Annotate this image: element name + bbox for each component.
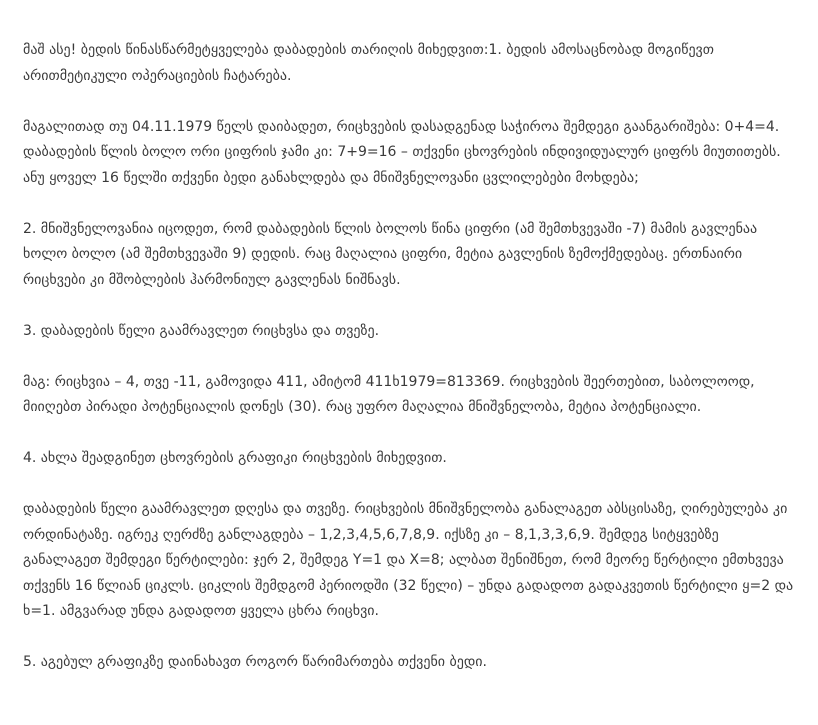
paragraph-graph-instructions: დაბადების წელი გაამრავლეთ დღესა და თვეზე. რიცხვების მნიშვნელობა განალაგეთ აბსცისაზე, ღირებულება კი ორდინატაზე. იგრეკ ღერძზე განლაგდება – 1,2,3,4,5,6,7,8,9. იქსზე კი – 8,1,3,3,6,9. შემდეგ სიტყვებზე განალაგეთ შემდეგი წერტილები: ჯერ 2, შემდეგ Y=1 და X=8; ალბათ შენიშნეთ, რომ მეორე წერტილი ემთხვევა თქვენს 16 წლიან ციკლს. ციკლის შემდგომ პერიოდში (32 წელი) – უნდა გადადოთ გადაკვეთის წერტილი ყ=2 და ხ=1. ამგვარად უნდა გადადოთ ყველა ცხრა რიცხვი. <box>23 501 794 619</box>
paragraph-step-2-parents-influence: 2. მნიშვნელოვანია იცოდეთ, რომ დაბადების წლის ბოლოს წინა ციფრი (ამ შემთხვევაში -7) მამის გავლენაა ხოლო ბოლო (ამ შემთხვევაში 9) დედის. რაც მაღალია ციფრი, მეტია გავლენის ზემოქმედებაც. ერთნაირი რიცხვები კი მშობლების ჰარმონიულ გავლენას ნიშნავს. <box>23 220 758 288</box>
paragraph-potential-example: მაგ: რიცხვია – 4, თვე -11, გამოვიდა 411, ამიტომ 411ხ1979=813369. რიცხვების შეერთებით, საბოლოოდ, მიიღებთ პირადი პოტენციალის დონეს (30). რაც უფრო მაღალია მნიშვნელობა, მეტია პოტენციალი. <box>23 373 755 415</box>
paragraph-step-4: 4. ახლა შეადგინეთ ცხოვრების გრაფიკი რიცხვების მიხედვით. <box>23 450 447 466</box>
paragraph-step-5: 5. აგებულ გრაფიკზე დაინახავთ როგორ წარიმართება თქვენი ბედი. <box>23 654 487 670</box>
paragraph-example-calculation: მაგალითად თუ 04.11.1979 წელს დაიბადეთ, რიცხვების დასადგენად საჭიროა შემდეგი გაანგარიშება: 0+4=4. დაბადების წლის ბოლო ორი ციფრის ჯამი კი: 7+9=16 – თქვენი ცხოვრების ინდივიდუალურ ციფრს მიუთითებს. ანუ ყოველ 16 წელში თქვენი ბედი განახლდება და მნიშვნელოვანი ცვლილებები მოხდება; <box>23 118 781 186</box>
paragraph-intro: მაშ ასე! ბედის წინასწარმეტყველება დაბადების თარიღის მიხედვით:1. ბედის ამოსაცნობად მოგიწევთ არითმეტიკული ოპერაციების ჩატარება. <box>23 42 714 84</box>
paragraph-step-3: 3. დაბადების წელი გაამრავლეთ რიცხვსა და თვეზე. <box>23 322 380 339</box>
